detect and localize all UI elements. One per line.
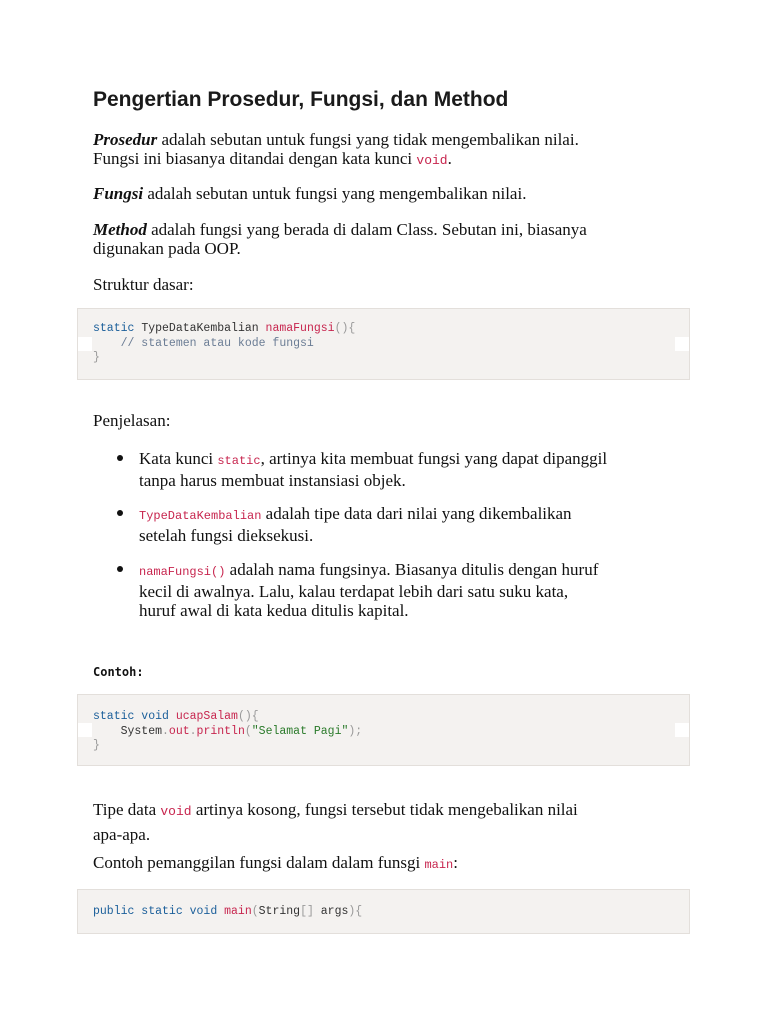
fungsi-paragraph (93, 184, 693, 203)
contoh-pemanggilan-paragraph: Contoh pemanggilan fungsi dalam dalam funsgi main: (93, 853, 458, 872)
bullet-item-typedatakembalian: TypeDataKembalian adalah tipe data dari nilai yang dikembalikan setelah fungsi dieksekusi. (139, 504, 572, 545)
method-paragraph (93, 220, 693, 258)
code-line: } (93, 739, 100, 752)
code-line: static TypeDataKembalian namaFungsi(){ (93, 322, 356, 335)
code-line: static void ucapSalam(){ (93, 710, 259, 723)
prosedur-text-2: Fungsi ini biasanya ditandai dengan kata kunci (93, 149, 417, 168)
prosedur-text-1: adalah sebutan untuk fungsi yang tidak mengembalikan nilai. (157, 130, 579, 149)
page-title: Pengertian Prosedur, Fungsi, dan Method (93, 88, 509, 111)
code-line: public static void main(String[] args){ (93, 905, 363, 918)
method-text-2: digunakan pada OOP. (93, 239, 241, 258)
prosedur-term: Prosedur (93, 130, 158, 149)
penjelasan-label: Penjelasan: (93, 411, 171, 430)
bullet-dot (117, 510, 123, 516)
code-gutter-left (78, 723, 92, 737)
bullet-item-static: Kata kunci static, artinya kita membuat fungsi yang dapat dipanggil tanpa harus membuat instansiasi objek. (139, 449, 608, 490)
code-line: System.out.println("Selamat Pagi"); (93, 724, 363, 738)
struktur-label: Struktur dasar: (93, 275, 194, 294)
contoh-label: Contoh: (93, 665, 144, 679)
method-term: Method (93, 220, 147, 239)
code-block-contoh (77, 694, 690, 766)
code-gutter-right (675, 337, 689, 351)
bullet-dot (117, 455, 123, 461)
fungsi-term: Fungsi (93, 184, 144, 203)
bullet-dot (117, 566, 123, 572)
code-block-main (77, 889, 690, 934)
code-gutter-right (675, 723, 689, 737)
tipe-data-paragraph: Tipe data void artinya kosong, fungsi tersebut tidak mengebalikan nilai apa-apa. (93, 800, 578, 844)
prosedur-text-3: . (447, 149, 452, 168)
code-block-struktur (77, 308, 690, 380)
fungsi-text: adalah sebutan untuk fungsi yang mengembalikan nilai. (143, 184, 527, 203)
code-line: // statemen atau kode fungsi (93, 336, 314, 350)
bullet-item-namafungsi: namaFungsi() adalah nama fungsinya. Biasanya ditulis dengan huruf kecil di awalnya. Lalu, kalau terdapat lebih dari satu suku kata, huruf awal di kata kedua ditulis kapital. (139, 560, 599, 620)
inline-code-void: void (416, 153, 448, 168)
prosedur-paragraph (93, 130, 693, 170)
code-line: } (93, 351, 100, 364)
method-text-1: adalah fungsi yang berada di dalam Class. Sebutan ini, biasanya (146, 220, 587, 239)
code-gutter-left (78, 337, 92, 351)
